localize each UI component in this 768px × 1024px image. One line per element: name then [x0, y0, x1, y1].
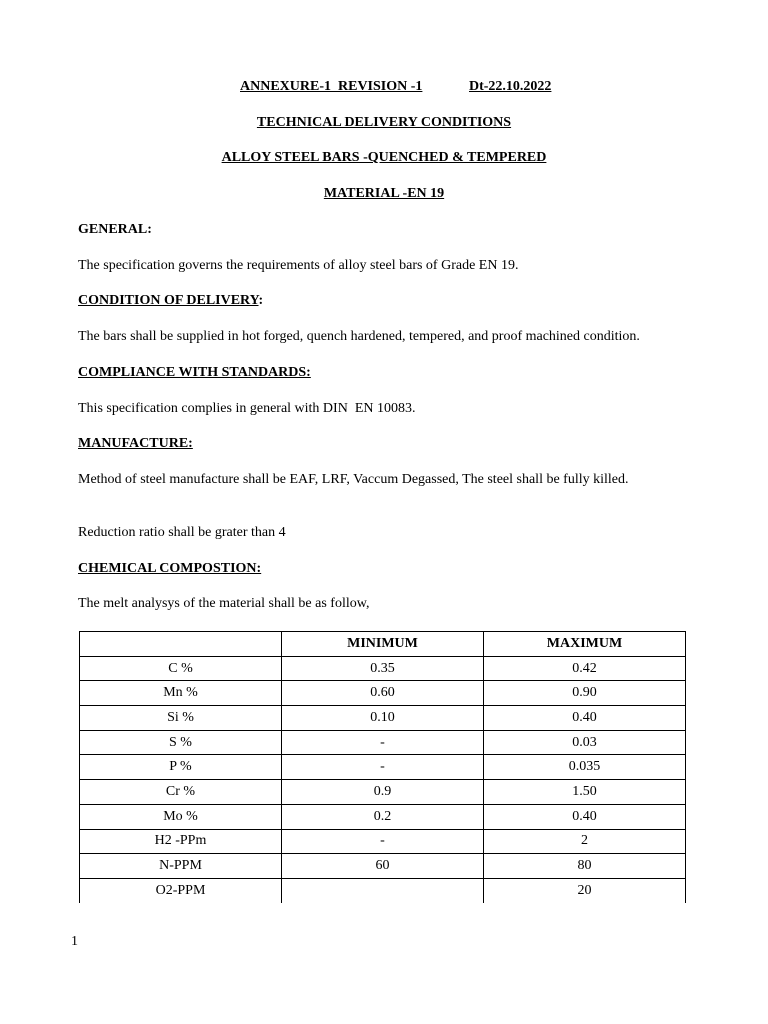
table-cell-maximum: 0.03 — [484, 730, 686, 755]
table-cell-maximum: 1.50 — [484, 780, 686, 805]
table-cell-minimum: - — [282, 829, 484, 854]
compliance-heading: COMPLIANCE WITH STANDARDS: — [78, 365, 311, 380]
chemical-text: The melt analysys of the material shall be as follow, — [78, 596, 370, 611]
table-cell-element: O2-PPM — [80, 878, 282, 902]
delivery-heading — [78, 294, 263, 308]
table-cell-element: Cr % — [80, 780, 282, 805]
table-row — [80, 780, 686, 805]
chemical-heading: CHEMICAL COMPOSTION: — [78, 561, 262, 576]
manufacture-text: Method of steel manufacture shall be EAF, LRF, Vaccum Degassed, The steel shall be fully killed. — [78, 472, 629, 487]
table-cell-minimum: 0.9 — [282, 780, 484, 805]
table-row — [80, 804, 686, 829]
delivery-heading-text: CONDITION OF DELIVERY — [78, 293, 259, 308]
table-cell-minimum: 0.60 — [282, 681, 484, 706]
document-date: Dt-22.10.2022 — [469, 79, 552, 94]
table-cell-element: N-PPM — [80, 854, 282, 879]
delivery-text: The bars shall be supplied in hot forged, quench hardened, tempered, and proof machined condition. — [78, 329, 640, 344]
table-cell-maximum: 0.90 — [484, 681, 686, 706]
document-title: TECHNICAL DELIVERY CONDITIONS — [256, 115, 512, 130]
table-cell-element: P % — [80, 755, 282, 780]
table-cell-element: Mn % — [80, 681, 282, 706]
table-cell-element: Si % — [80, 706, 282, 731]
table-cell-minimum: 0.2 — [282, 804, 484, 829]
table-row — [80, 656, 686, 681]
table-cell-maximum: 0.42 — [484, 656, 686, 681]
chemical-composition-table — [79, 631, 686, 903]
table-header-element — [80, 632, 282, 657]
document-subtitle: ALLOY STEEL BARS -QUENCHED & TEMPERED — [221, 150, 547, 165]
table-cell-element: C % — [80, 656, 282, 681]
table-cell-element: Mo % — [80, 804, 282, 829]
table-cell-minimum: 0.10 — [282, 706, 484, 731]
table-header-maximum: MAXIMUM — [484, 632, 686, 657]
table-cell-maximum: 20 — [484, 878, 686, 902]
delivery-heading-colon: : — [258, 293, 264, 308]
annexure-label: ANNEXURE-1 REVISION -1 — [240, 79, 423, 94]
manufacture-heading: MANUFACTURE: — [78, 436, 193, 451]
table-row — [80, 730, 686, 755]
compliance-text: This specification complies in general with DIN EN 10083. — [78, 401, 416, 416]
reduction-text: Reduction ratio shall be grater than 4 — [78, 525, 286, 540]
table-header-minimum: MINIMUM — [282, 632, 484, 657]
table-cell-minimum — [282, 878, 484, 902]
table-cell-minimum: 0.35 — [282, 656, 484, 681]
material-title: MATERIAL -EN 19 — [323, 186, 445, 201]
table-header-row — [80, 632, 686, 657]
table-row — [80, 681, 686, 706]
table-cell-maximum: 80 — [484, 854, 686, 879]
table-cell-element: S % — [80, 730, 282, 755]
table-row — [80, 706, 686, 731]
table-cell-minimum: - — [282, 730, 484, 755]
table-cell-minimum: 60 — [282, 854, 484, 879]
general-heading: GENERAL: — [78, 222, 152, 237]
table-row — [80, 854, 686, 879]
table-row — [80, 878, 686, 902]
table-cell-maximum: 2 — [484, 829, 686, 854]
table-cell-minimum: - — [282, 755, 484, 780]
table-row — [80, 829, 686, 854]
general-text: The specification governs the requirements of alloy steel bars of Grade EN 19. — [78, 258, 519, 273]
table-cell-maximum: 0.035 — [484, 755, 686, 780]
table-cell-element: H2 -PPm — [80, 829, 282, 854]
page-number: 1 — [71, 934, 78, 949]
table-cell-maximum: 0.40 — [484, 706, 686, 731]
table-row — [80, 755, 686, 780]
table-cell-maximum: 0.40 — [484, 804, 686, 829]
